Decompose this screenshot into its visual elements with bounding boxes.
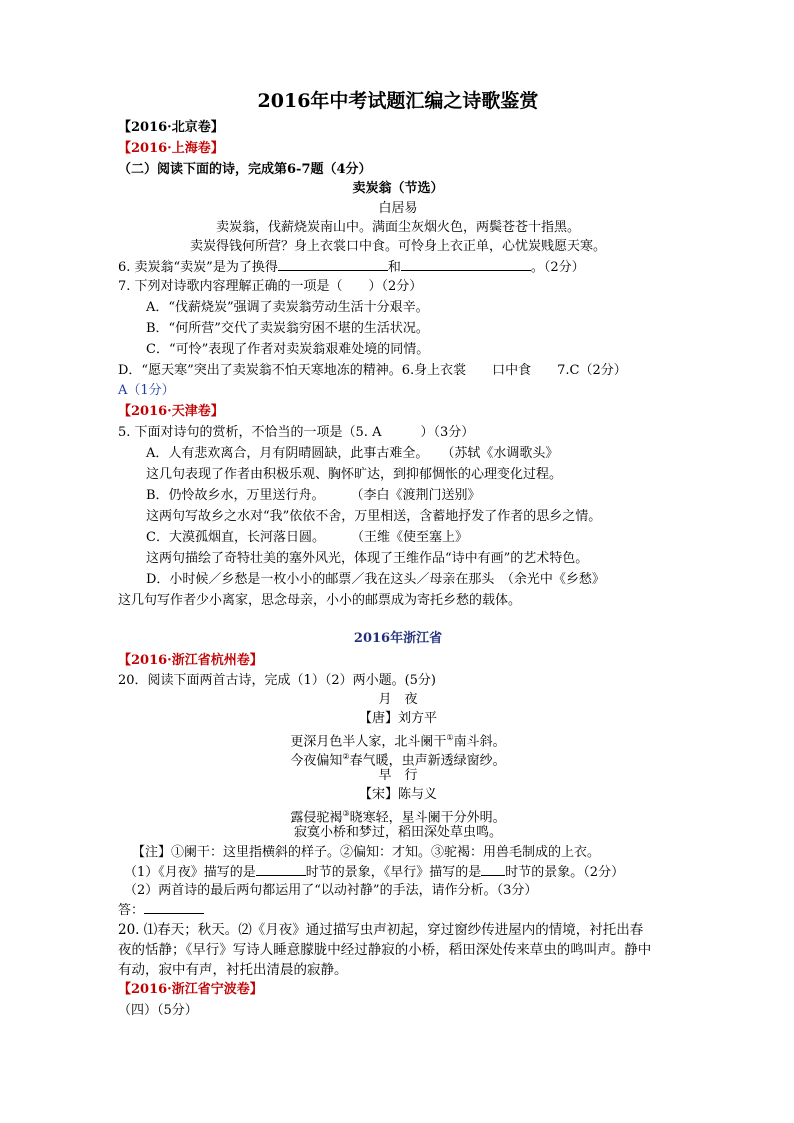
sub-question-text: 时节的景象，《早行》描写的是 [305,865,482,880]
answer-20-line3: 有动，寂中有声，衬托出清晨的寂静。 [118,962,348,978]
zhejiang-heading: 2016年浙江省 [353,631,443,646]
shanghai-section-tag: 【2016·上海卷】 [118,141,224,156]
question-6-conjunction: 和 [387,260,401,275]
poem-line: 卖炭得钱何所营？身上衣裳口中食。可怜身上衣正单，心忧炭贱愿天寒。 [189,239,606,254]
option-c: C．大漠孤烟直，长河落日圆。 （王维《使至塞上》 [146,530,468,545]
ningbo-sub-heading: （四）（5分） [118,1003,198,1018]
option-a-explanation: 这几句表现了作者由积极乐观、胸怀旷达，到抑郁惆怅的心理变化过程。 [146,467,563,482]
poem-text: 晓寒轻，星斗阑干分外明。 [349,810,506,826]
footnote-marker: ② [342,752,350,761]
sub-question-text: （1）《月夜》描写的是 [124,865,256,880]
option-d: D．小时候／乡愁是一枚小小的邮票／我在这头／母亲在那头 （余光中《乡愁》 [146,572,605,587]
poem-text: 更深月色半人家，北斗阑干 [290,734,447,750]
poem-line: 寂寞小桥和梦过，稻田深处草虫鸣。 [293,825,502,840]
answer-line [118,901,204,920]
shanghai-answer: A（1分） [118,383,175,398]
shanghai-intro: （二）阅读下面的诗，完成第6-7题（4分） [118,162,372,177]
question-6-text: 6. 卖炭翁“卖炭”是为了换得 [118,260,278,275]
document-title: 2016年中考试题汇编之诗歌鉴赏 [257,90,539,112]
ningbo-section-tag: 【2016·浙江省宁波卷】 [118,982,263,997]
option-d-with-answers: D．“愿天寒”突出了卖炭翁不怕天寒地冻的精神。6.身上衣裳 口中食 7.C（2分） [118,363,627,378]
option-b: B．“何所营”交代了卖炭翁穷困不堪的生活状况。 [146,321,429,336]
answer-blank [481,863,505,876]
option-a: A．人有悲欢离合，月有阴晴圆缺，此事古难全。 （苏轼《水调歌头》 [146,446,559,461]
option-a: A．“伐薪烧炭”强调了卖炭翁劳动生活十分艰辛。 [146,300,429,315]
poem-line: 卖炭翁，伐薪烧炭南山中。满面尘灰烟火色，两鬓苍苍十指黑。 [215,220,580,235]
option-b-explanation: 这两句写故乡之水对“我”依依不舍，万里相送，含蓄地抒发了作者的思乡之情。 [146,509,602,524]
beijing-section-tag: 【2016·北京卷】 [118,120,224,135]
hangzhou-section-tag: 【2016·浙江省杭州卷】 [118,653,263,668]
sub-question-text: 时节的景象。（2分） [505,865,625,880]
poem-title-yueye: 月 夜 [378,692,418,707]
question-20: 20．阅读下面两首古诗，完成（1）（2）两小题。(5分) [118,673,436,688]
footnote-marker: ③ [342,809,350,818]
poem-author-liufangping: 【唐】刘方平 [358,711,437,726]
option-d-explanation: 这几句写作者少小离家，思念母亲，小小的邮票成为寄托乡愁的载体。 [118,593,522,608]
annotation-note: 【注】①阑干：这里指横斜的样子。②偏知：才知。③驼褐：用兽毛制成的上衣。 [132,845,601,860]
answer-label: 答： [118,903,145,918]
answer-blank [144,901,204,914]
poem-author-chenyuyi: 【宋】陈与义 [358,787,437,802]
poem-text: 今夜偏知 [290,753,343,769]
option-b: B．仍怜故乡水，万里送行舟。 （李白《渡荆门送别》 [146,488,481,503]
poem-text: 露侵驼褐 [290,810,343,826]
poem-text: 春气暖，虫声新透绿窗纱。 [349,753,506,769]
tianjin-section-tag: 【2016·天津卷】 [118,404,224,419]
answer-20-line1: 20. ⑴春天；秋天。⑵《月夜》通过描写虫声初起，穿过窗纱传进屋内的情境，衬托出春 [118,922,644,938]
answer-blank [278,258,388,271]
option-c: C．“可怜”表现了作者对卖炭翁艰难处境的同情。 [146,342,430,357]
poem-title-zaoxing: 早 行 [378,768,418,783]
poem-title-maitanweng: 卖炭翁（节选） [352,181,444,196]
footnote-marker: ① [446,733,454,742]
answer-blank [256,863,306,876]
question-5: 5. 下面对诗句的赏析，不恰当的一项是（5. A ）（3分） [118,425,475,440]
sub-question-1 [124,863,624,882]
poem-author-baijuyi: 白居易 [378,201,418,216]
option-c-explanation: 这两句描绘了奇特壮美的塞外风光，体现了王维作品“诗中有画”的艺术特色。 [146,551,589,566]
question-6 [118,258,585,277]
poem-text: 南斗斜。 [453,734,506,750]
answer-blank [401,258,531,271]
question-7: 7. 下列对诗歌内容理解正确的一项是（ ）（2分） [118,279,423,294]
sub-question-2: （2）两首诗的最后两句都运用了“以动衬静”的手法，请作分析。（3分） [124,883,538,898]
answer-20-line2: 夜的恬静；《早行》写诗人睡意朦胧中经过静寂的小桥，稻田深处传来草虫的鸣叫声。静中 [118,942,652,958]
question-6-score: 。（2分） [530,260,585,275]
